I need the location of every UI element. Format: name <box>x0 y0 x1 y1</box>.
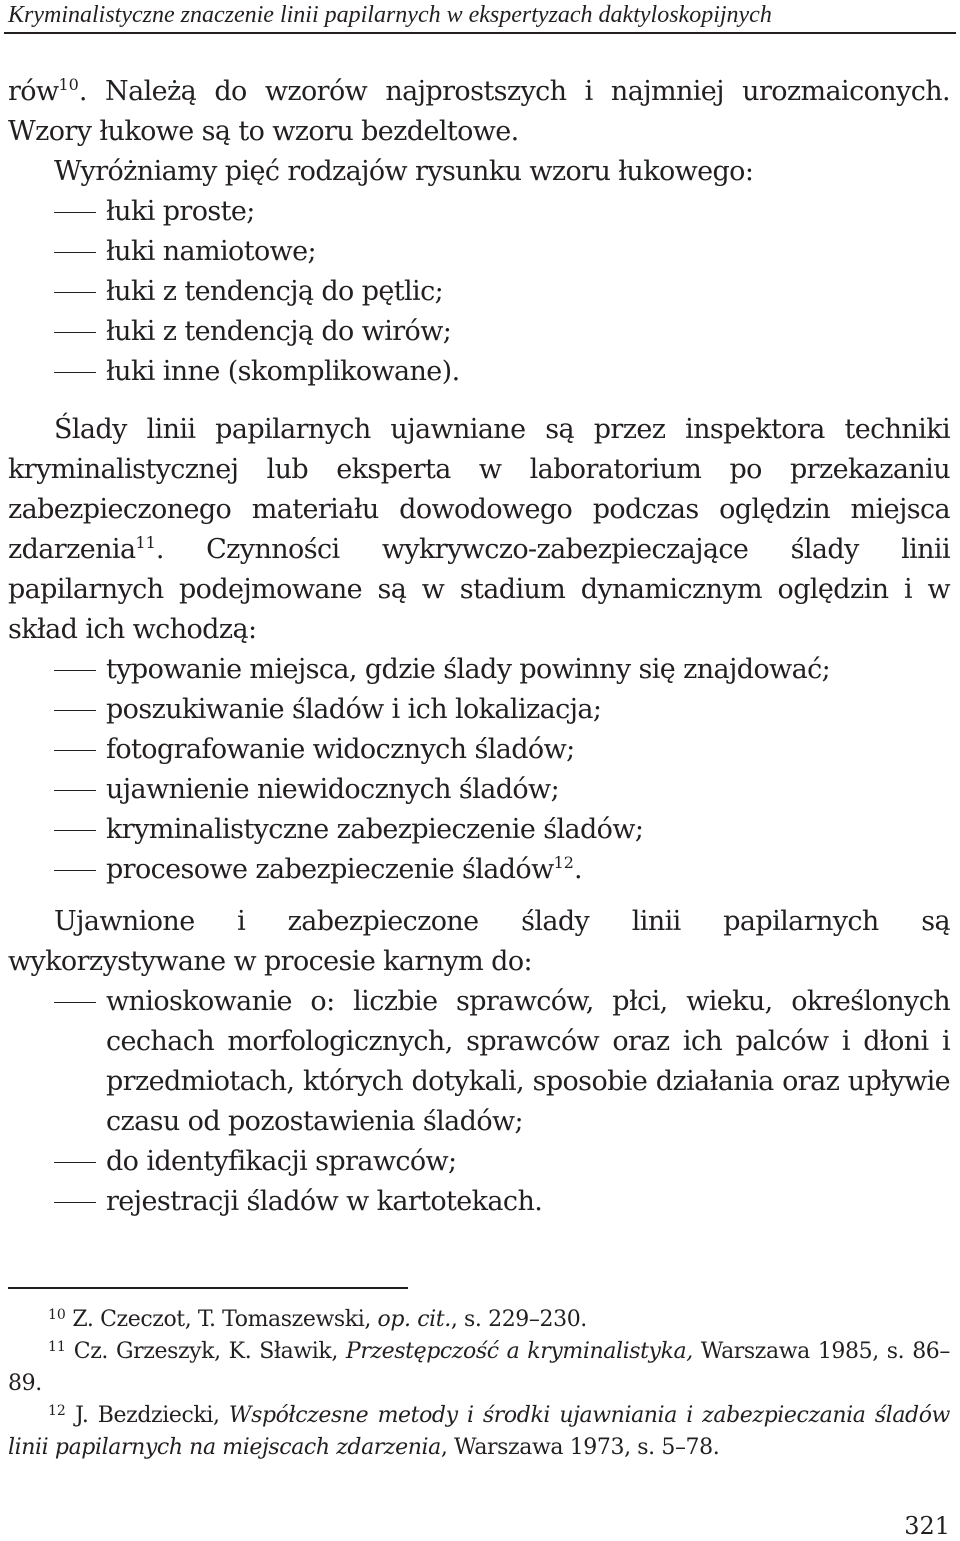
list-item-text: fotografowanie widocznych śladów; <box>106 734 575 765</box>
footnote-text: Cz. Grzeszyk, K. Sławik, <box>65 1339 346 1364</box>
list-item-text: typowanie miejsca, gdzie ślady powinny się znajdować; <box>106 654 831 685</box>
list-item <box>8 312 950 352</box>
dash-bullet <box>54 870 96 871</box>
dash-bullet <box>54 830 96 831</box>
dash-bullet <box>54 292 96 293</box>
footnote-10 <box>8 1304 950 1336</box>
footnote-text: , s. 229–230. <box>450 1307 587 1332</box>
footnote-number: 12 <box>48 1403 66 1419</box>
list-item <box>8 982 950 1142</box>
paragraph-1-text-b: . Należą do wzorów najprostszych i najmniej urozmaiconych. Wzory łukowe są to wzoru bezdeltowe. <box>8 76 950 147</box>
running-header: Kryminalistyczne znaczenie linii papilarnych w ekspertyzach daktyloskopijnych <box>8 2 772 28</box>
footnote-11 <box>8 1336 950 1400</box>
list-item-text: procesowe zabezpieczenie śladów <box>106 854 554 885</box>
dash-bullet <box>54 710 96 711</box>
page-number: 321 <box>904 1512 950 1540</box>
paragraph-2-intro: Wyróżniamy pięć rodzajów rysunku wzoru łukowego: <box>54 156 754 187</box>
footnote-number: 10 <box>48 1307 66 1323</box>
list-item-text: łuki proste; <box>106 196 255 227</box>
dash-bullet <box>54 332 96 333</box>
footnote-text: Z. Czeczot, T. Tomaszewski, <box>65 1307 378 1332</box>
paragraph-gap <box>8 890 950 902</box>
list-item-text: poszukiwanie śladów i ich lokalizacja; <box>106 694 602 725</box>
footnote-text: Warszawa 1985, s. 86–89. <box>8 1339 950 1396</box>
footnote-italic: op. cit. <box>377 1307 451 1332</box>
uses-list <box>8 982 950 1222</box>
list-item <box>8 810 950 850</box>
paragraph-3-text-b: . Czynności wykrywczo-zabezpieczające ślady linii papilarnych podejmowane są w stadium dynamicznym oględzin i w skład ich wchodzą: <box>8 534 950 645</box>
footnote-rule <box>8 1287 408 1289</box>
list-item-text: łuki inne (skomplikowane). <box>106 356 460 387</box>
dash-bullet <box>54 1002 96 1003</box>
list-item <box>8 770 950 810</box>
list-item <box>8 352 950 392</box>
paragraph-1-text-a: rów <box>8 76 59 107</box>
footnote-ref-11[interactable]: 11 <box>135 533 156 552</box>
footnote-italic: Przestępczość a kryminalistyka, <box>345 1339 693 1364</box>
arch-types-list <box>8 192 950 392</box>
header-rule <box>4 32 956 34</box>
list-item-text: ujawnienie niewidocznych śladów; <box>106 774 560 805</box>
page-body <box>8 72 950 1222</box>
footnote-number: 11 <box>48 1339 66 1355</box>
dash-bullet <box>54 372 96 373</box>
footnote-ref-12[interactable]: 12 <box>553 853 574 872</box>
list-item <box>8 850 950 890</box>
list-item <box>8 192 950 232</box>
list-item <box>8 1182 950 1222</box>
footnote-12 <box>8 1400 950 1464</box>
list-item-text: do identyfikacji sprawców; <box>106 1146 457 1177</box>
paragraph-3 <box>8 410 950 650</box>
activities-list <box>8 650 950 890</box>
footnotes <box>8 1304 950 1464</box>
list-item-end: . <box>573 854 582 885</box>
paragraph-4-intro: Ujawnione i zabezpieczone ślady linii papilarnych są wykorzystywane w procesie karnym do: <box>8 906 950 977</box>
dash-bullet <box>54 212 96 213</box>
paragraph-3-text-a: Ślady linii papilarnych ujawniane są przez inspektora techniki kryminalistycznej lub eksperta w laboratorium po przekazaniu zabezpieczonego materiału dowodowego podczas oględzin miejsca zdarzenia <box>8 414 950 565</box>
dash-bullet <box>54 750 96 751</box>
dash-bullet <box>54 1162 96 1163</box>
list-item <box>8 650 950 690</box>
dash-bullet <box>54 790 96 791</box>
footnote-ref-10[interactable]: 10 <box>58 75 79 94</box>
dash-bullet <box>54 252 96 253</box>
list-item <box>8 730 950 770</box>
footnote-text: J. Bezdziecki, <box>65 1403 229 1428</box>
list-item-text: łuki namiotowe; <box>106 236 316 267</box>
list-item <box>8 232 950 272</box>
list-item-text: łuki z tendencją do pętlic; <box>106 276 444 307</box>
dash-bullet <box>54 1202 96 1203</box>
list-item <box>8 690 950 730</box>
list-item <box>8 1142 950 1182</box>
list-item-text: rejestracji śladów w kartotekach. <box>106 1186 543 1217</box>
paragraph-1 <box>8 72 950 152</box>
dash-bullet <box>54 670 96 671</box>
list-item-text: kryminalistyczne zabezpieczenie śladów; <box>106 814 644 845</box>
list-item <box>8 272 950 312</box>
paragraph-gap <box>8 392 950 410</box>
list-item-text: wnioskowanie o: liczbie sprawców, płci, wieku, określonych cechach morfologicznych, sprawców oraz ich palców i dłoni i przedmiotach, których dotykali, sposobie działania oraz upływie czasu od pozostawienia śladów; <box>106 986 950 1137</box>
footnote-text: , Warszawa 1973, s. 5–78. <box>440 1435 720 1460</box>
footnote-italic: Współczesne metody i środki ujawniania i zabezpieczania śladów linii papilarnych na miejscach zdarzenia <box>8 1403 950 1460</box>
list-item-text: łuki z tendencją do wirów; <box>106 316 452 347</box>
